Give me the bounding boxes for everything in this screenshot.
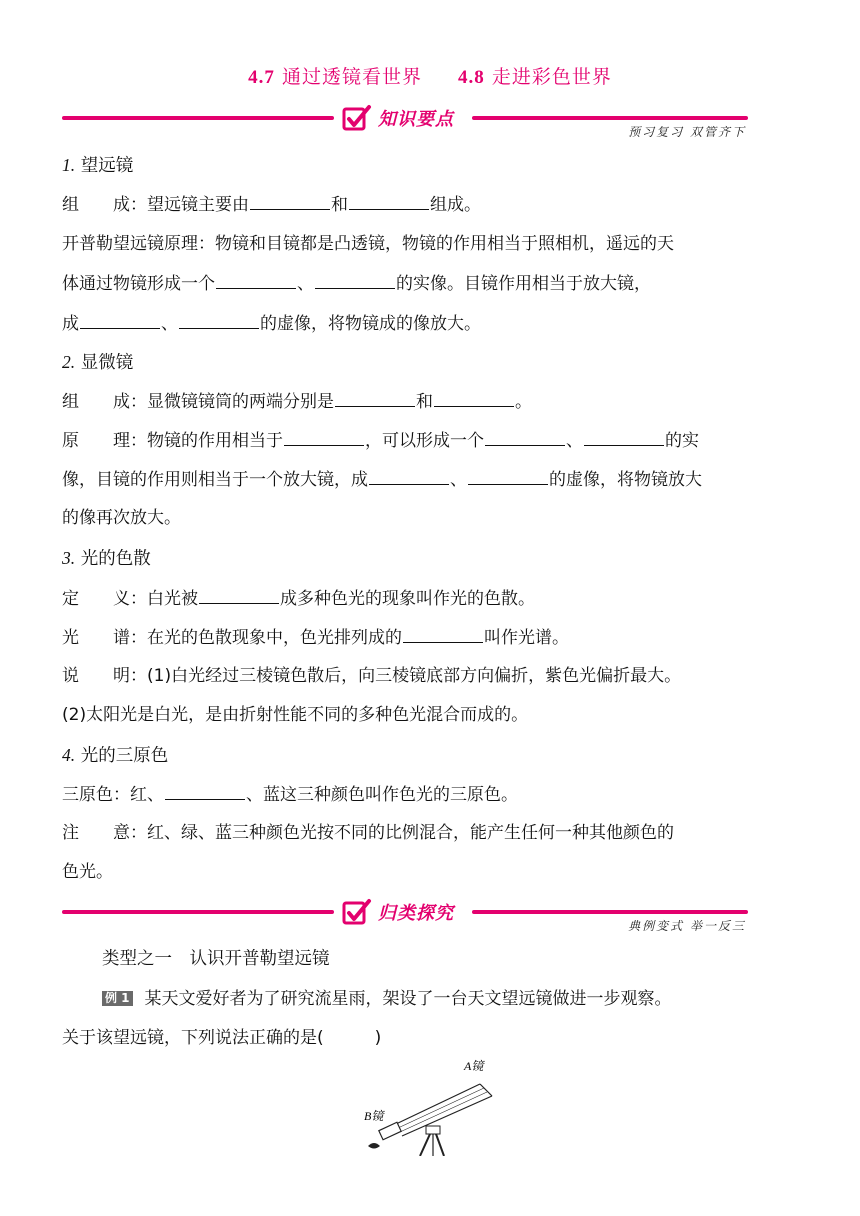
blank[interactable] — [165, 783, 245, 800]
s4-row-3: 色光。 — [62, 862, 113, 882]
example-badge: 例 1 — [102, 991, 133, 1006]
s4-row-1: 三原色：红、 、蓝这三种颜色叫作色光的三原色。 — [62, 785, 518, 805]
blank[interactable] — [369, 468, 449, 485]
blank[interactable] — [584, 429, 664, 446]
blank[interactable] — [434, 390, 514, 407]
explore-banner — [62, 898, 748, 938]
s1-row-1: 组 成：望远镜主要由 和 组成。 — [62, 195, 481, 215]
example-1-line-2: 关于该望远镜，下列说法正确的是( ) — [62, 1028, 382, 1048]
checkbox-icon — [342, 104, 372, 134]
banner-title: 知识要点 — [378, 109, 454, 130]
s1-row-3: 体通过物镜形成一个 、 的实像。目镜作用相当于放大镜， — [62, 274, 651, 294]
blank[interactable] — [403, 626, 483, 643]
blank[interactable] — [335, 390, 415, 407]
banner-title: 归类探究 — [378, 903, 454, 924]
title-num-1: 4.7 — [248, 67, 275, 88]
banner-subtitle: 典例变式 举一反三 — [628, 919, 746, 933]
s3-row-2: 光 谱：在光的色散现象中，色光排列成的 叫作光谱。 — [62, 628, 569, 648]
s2-row-3: 像，目镜的作用则相当于一个放大镜，成 、 的虚像，将物镜放大 — [62, 470, 702, 490]
label-a-lens: A镜 — [464, 1059, 484, 1073]
title-num-2: 4.8 — [458, 67, 485, 88]
blank[interactable] — [250, 193, 330, 210]
banner-line-left — [62, 116, 334, 120]
blank[interactable] — [80, 312, 160, 329]
section-heading-2: 2. 显微镜 — [62, 352, 134, 373]
s2-row-2: 原 理：物镜的作用相当于 ，可以形成一个 、 的实 — [62, 431, 699, 451]
s1-row-2: 开普勒望远镜原理：物镜和目镜都是凸透镜，物镜的作用相当于照相机，遥远的天 — [62, 234, 674, 254]
banner-line-left — [62, 910, 334, 914]
blank[interactable] — [199, 587, 279, 604]
blank[interactable] — [349, 193, 429, 210]
eye-icon — [368, 1143, 380, 1149]
section-heading-1: 1. 望远镜 — [62, 155, 134, 176]
telescope-figure — [360, 1056, 510, 1156]
label-b-lens: B镜 — [364, 1109, 384, 1123]
section-heading-3: 3. 光的色散 — [62, 548, 151, 569]
s3-row-1: 定 义：白光被 成多种色光的现象叫作光的色散。 — [62, 589, 535, 609]
checkbox-icon — [342, 898, 372, 928]
blank[interactable] — [485, 429, 565, 446]
page-title — [0, 62, 860, 89]
s3-row-3: 说 明：(1)白光经过三棱镜色散后，向三棱镜底部方向偏折，紫色光偏折最大。 — [62, 666, 682, 686]
blank[interactable] — [216, 272, 296, 289]
s1-row-4: 成 、 的虚像，将物镜成的像放大。 — [62, 314, 481, 334]
banner-line-right — [472, 910, 748, 914]
blank[interactable] — [315, 272, 395, 289]
title-text-2: 走进彩色世界 — [491, 66, 612, 88]
blank[interactable] — [468, 468, 548, 485]
s4-row-2: 注 意：红、绿、蓝三种颜色光按不同的比例混合，能产生任何一种其他颜色的 — [62, 823, 674, 843]
title-text-1: 通过透镜看世界 — [281, 66, 422, 88]
banner-subtitle: 预习复习 双管齐下 — [628, 125, 746, 139]
type-heading: 类型之一 认识开普勒望远镜 — [102, 949, 330, 969]
knowledge-banner — [62, 104, 748, 144]
blank[interactable] — [284, 429, 364, 446]
s2-row-1: 组 成：显微镜镜筒的两端分别是 和 。 — [62, 392, 532, 412]
s2-row-4: 的像再次放大。 — [62, 508, 181, 528]
s3-row-4: (2)太阳光是白光，是由折射性能不同的多种色光混合而成的。 — [62, 705, 529, 725]
example-1-line-1: 例 1 某天文爱好者为了研究流星雨，架设了一台天文望远镜做进一步观察。 — [102, 988, 832, 1010]
banner-line-right — [472, 116, 748, 120]
section-heading-4: 4. 光的三原色 — [62, 745, 169, 766]
blank[interactable] — [179, 312, 259, 329]
telescope-tripod — [420, 1126, 444, 1156]
